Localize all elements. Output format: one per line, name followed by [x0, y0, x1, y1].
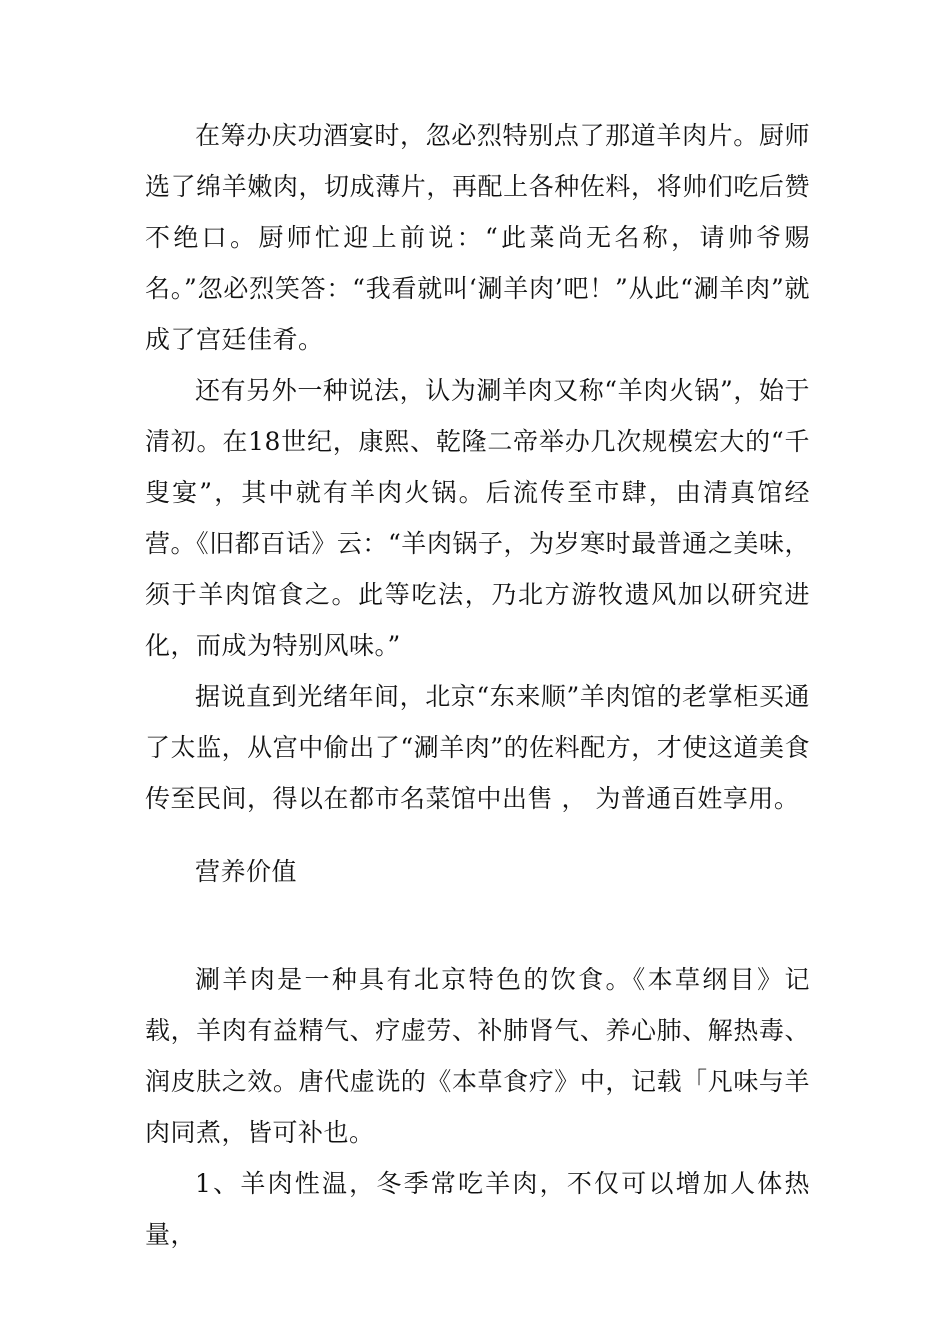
nutrition-section	[145, 954, 810, 1260]
paragraph-nutrition-intro: 涮羊肉是一种具有北京特色的饮食。《本草纲目》记载，羊肉有益精气、疗虚劳、补肺肾气、养心肺、解热毒、润皮肤之效。唐代虚诜的《本草食疗》中，记载「凡味与羊肉同煮，皆可补也。	[145, 965, 810, 1147]
nutrition-heading-block	[145, 846, 810, 897]
paragraph-kublai-story: 在筹办庆功酒宴时，忽必烈特别点了那道羊肉片。厨师选了绵羊嫩肉，切成薄片，再配上各种佐料，将帅们吃后赞不绝口。厨师忙迎上前说：“此菜尚无名称，请帅爷赐名。”忽必烈笑答：“我看就叫‘涮羊肉’吧！”从此“涮羊肉”就成了宫廷佳肴。	[145, 121, 810, 354]
paragraph-qing-origin: 还有另外一种说法，认为涮羊肉又称“羊肉火锅”，始于清初。在18世纪，康熙、乾隆二帝举办几次规模宏大的“千叟宴”，其中就有羊肉火锅。后流传至市肆，由清真馆经营。《旧都百话》云：“羊肉锅子，为岁寒时最普通之美味，须于羊肉馆食之。此等吃法，乃北方游牧遗风加以研究进化，而成为特别风味。”	[145, 376, 810, 660]
section-heading: 营养价值	[195, 857, 298, 886]
history-section	[145, 110, 810, 824]
paragraph-nutrition-point-1: 1、羊肉性温，冬季常吃羊肉，不仅可以增加人体热量，	[145, 1169, 810, 1249]
paragraph-donglaishun: 据说直到光绪年间，北京“东来顺”羊肉馆的老掌柜买通了太监，从宫中偷出了“涮羊肉”的佐料配方，才使这道美食传至民间，得以在都市名菜馆中出售 ， 为普通百姓享用。	[145, 682, 810, 813]
